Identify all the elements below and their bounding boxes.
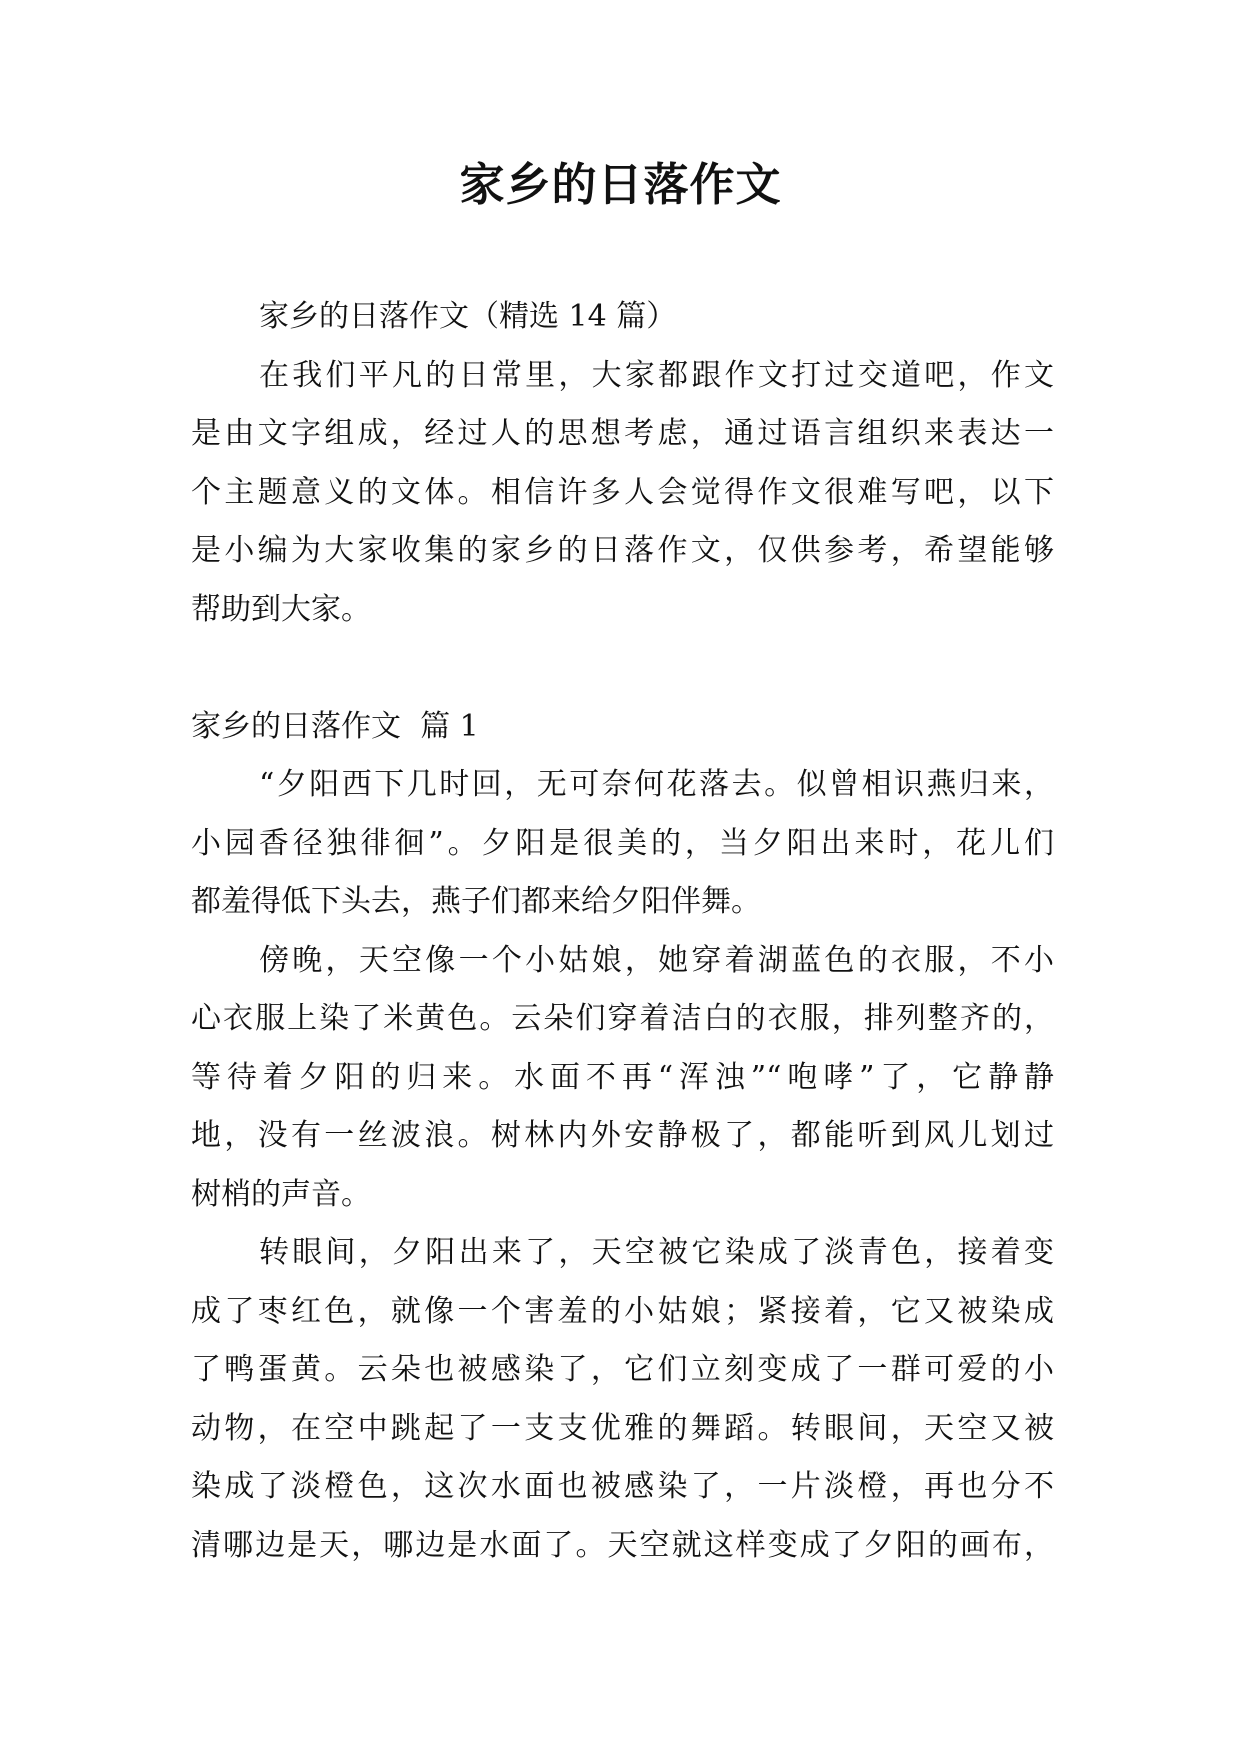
paragraph-line: 染成了淡橙色，这次水面也被感染了，一片淡橙，再也分不 <box>191 1469 1054 1504</box>
paragraph-line: 个主题意义的文体。相信许多人会觉得作文很难写吧，以下 <box>191 474 1054 510</box>
paragraph-line: 树梢的声音。 <box>191 1176 371 1212</box>
document-title: 家乡的日落作文 <box>459 158 782 211</box>
paragraph-line: 小园香径独徘徊”。夕阳是很美的，当夕阳出来时，花儿们 <box>191 825 1054 861</box>
section-paragraph <box>191 1224 1054 1575</box>
paragraph-line: 等待着夕阳的归来。水面不再“浑浊”“咆哮”了，它静静 <box>191 1059 1054 1095</box>
intro-paragraph <box>191 347 1054 640</box>
paragraph-line: 心衣服上染了米黄色。云朵们穿着洁白的衣服，排列整齐的， <box>191 1001 1054 1036</box>
intro-heading: 家乡的日落作文（精选 14 篇） <box>259 299 677 334</box>
section-paragraph <box>191 932 1054 1225</box>
paragraph-line: 动物，在空中跳起了一支支优雅的舞蹈。转眼间，天空又被 <box>191 1410 1054 1446</box>
paragraph-line: 都羞得低下头去，燕子们都来给夕阳伴舞。 <box>191 884 761 919</box>
paragraph-line: 清哪边是天，哪边是水面了。天空就这样变成了夕阳的画布， <box>191 1527 1054 1563</box>
paragraph-line: 转眼间，夕阳出来了，天空被它染成了淡青色，接着变 <box>259 1235 1054 1270</box>
paragraph-line: 帮助到大家。 <box>191 591 371 627</box>
section-heading: 家乡的日落作文 篇 1 <box>191 708 479 744</box>
paragraph-line: 是小编为大家收集的家乡的日落作文，仅供参考，希望能够 <box>191 533 1054 568</box>
blank-line <box>191 639 1054 698</box>
section-paragraph <box>191 756 1054 932</box>
paragraph-line: 傍晚，天空像一个小姑娘，她穿着湖蓝色的衣服，不小 <box>259 942 1054 978</box>
paragraph-line: 了鸭蛋黄。云朵也被感染了，它们立刻变成了一群可爱的小 <box>191 1352 1054 1387</box>
document-body <box>191 288 1054 1575</box>
paragraph-line: “夕阳西下几时回，无可奈何花落去。似曾相识燕归来， <box>259 767 1054 802</box>
paragraph-line: 在我们平凡的日常里，大家都跟作文打过交道吧，作文 <box>259 357 1054 393</box>
paragraph-line: 地，没有一丝波浪。树林内外安静极了，都能听到风儿划过 <box>191 1118 1054 1153</box>
paragraph-line: 是由文字组成，经过人的思想考虑，通过语言组织来表达一 <box>191 416 1054 451</box>
paragraph-line: 成了枣红色，就像一个害羞的小姑娘；紧接着，它又被染成 <box>191 1293 1054 1329</box>
